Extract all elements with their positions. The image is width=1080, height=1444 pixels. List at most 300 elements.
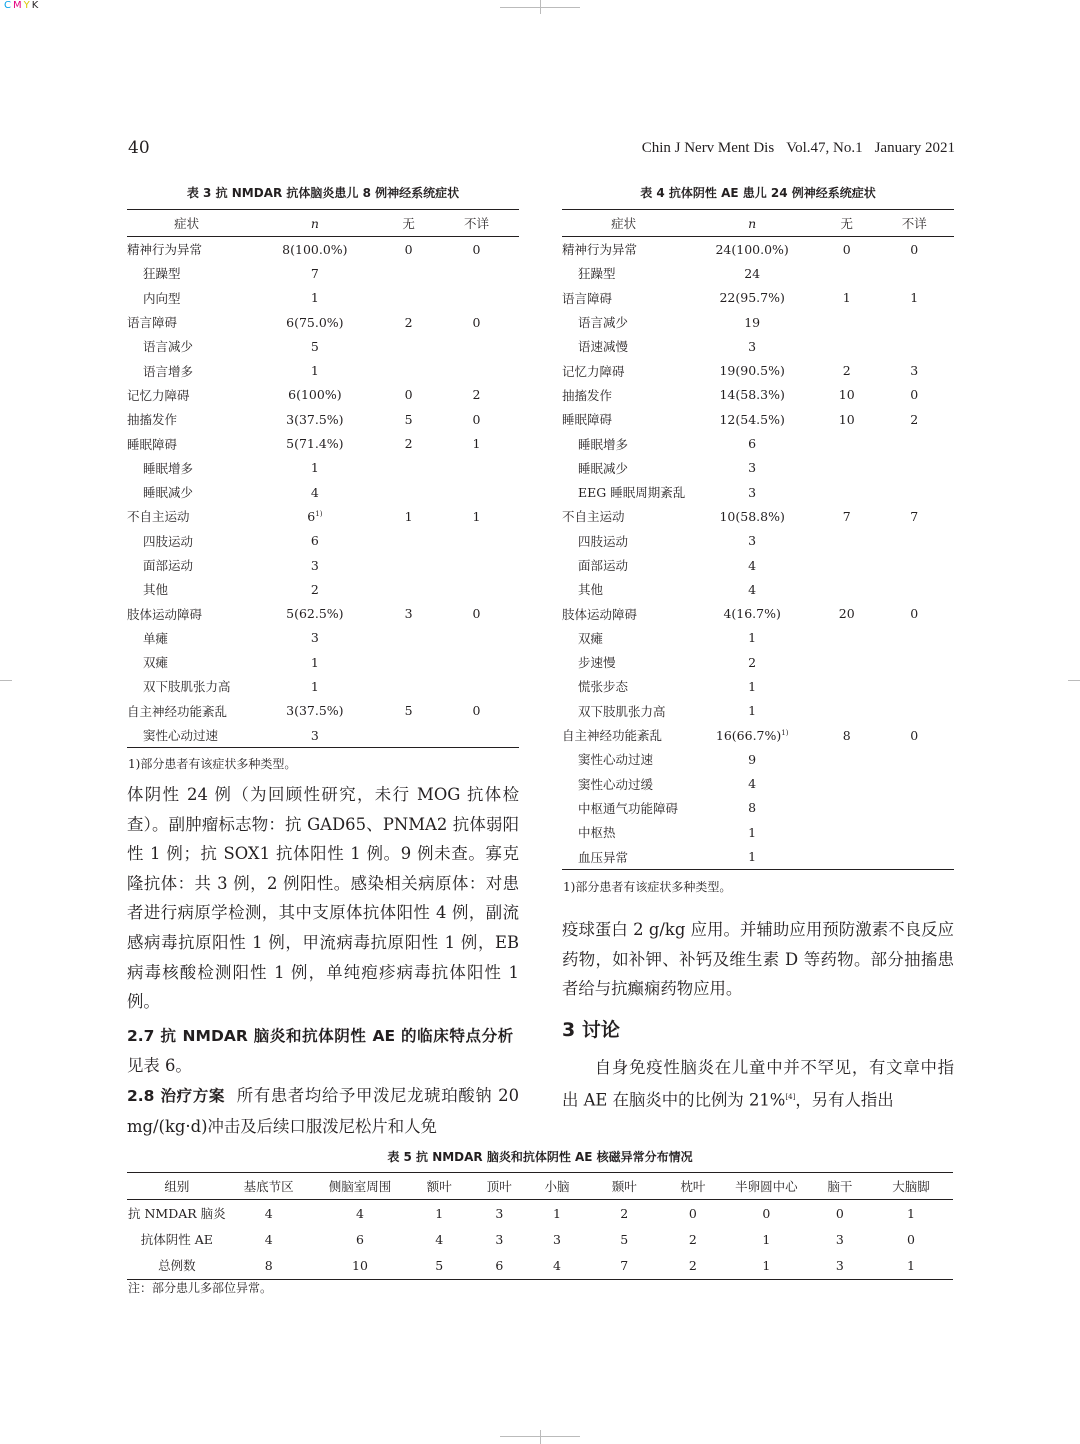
symptom-cell [127,601,246,625]
unknown-cell [434,504,519,528]
symptom-cell [562,601,685,625]
value-cell: 7 [585,1252,664,1279]
count-cell [246,504,383,528]
unknown-cell-text: 1 [910,290,919,306]
table-row [562,772,954,796]
count-cell [685,407,819,431]
none-cell-text: 1 [842,290,851,306]
symptom-cell [562,796,685,820]
table-row [562,261,954,285]
symptom-cell [127,456,246,480]
symptom-cell-text: 精神行为异常 [127,242,203,258]
count-cell-text: 4 [748,557,757,573]
symptom-cell-text: 抽搐发作 [562,387,613,403]
none-cell [383,674,434,698]
count-cell [246,310,383,334]
count-cell [685,772,819,796]
symptom-cell-text: 记忆力障碍 [562,363,625,379]
count-cell-text: 1 [310,460,319,476]
col-header: n [685,210,819,237]
unknown-cell [874,820,954,844]
unknown-cell [874,261,954,285]
symptom-cell [127,480,246,504]
unknown-cell [874,334,954,358]
unknown-cell-text: 7 [910,508,919,524]
none-cell [819,699,874,723]
table-row [562,358,954,382]
value-cell: 4 [264,1205,273,1221]
none-cell [819,334,874,358]
count-cell [246,358,383,382]
count-cell-text: 8(100.0%) [282,241,348,257]
none-cell [819,431,874,455]
none-cell [819,747,874,771]
count-cell [246,553,383,577]
table-row [127,407,519,431]
value-cell: 1 [906,1205,915,1221]
symptom-cell [562,650,685,674]
none-cell-text: 0 [842,241,851,257]
none-cell [819,286,874,310]
count-cell-text: 4 [748,776,757,792]
none-cell [383,480,434,504]
value-cell: 0 [835,1205,844,1221]
unknown-cell-text: 1 [472,508,481,524]
section-heading: 2.8 治疗方案 [127,1086,226,1105]
symptom-cell-text: 双下肢肌张力高 [578,703,666,719]
value-cell: 4 [264,1231,273,1247]
table-row [127,1252,953,1279]
symptom-cell-text: 窦性心动过速 [578,752,654,768]
count-cell-text: 4(16.7%) [723,606,781,622]
count-cell [246,407,383,431]
symptom-cell [127,237,246,262]
unknown-cell [434,456,519,480]
unknown-cell [434,237,519,262]
unknown-cell [874,553,954,577]
value-cell: 6 [355,1231,364,1247]
table-row [562,650,954,674]
none-cell [383,650,434,674]
none-cell-text: 5 [404,703,413,719]
count-cell-text: 1 [310,363,319,379]
count-cell-text: 5(62.5%) [286,606,344,622]
unknown-cell-text: 3 [910,363,919,379]
symptom-cell-text: 睡眠障碍 [127,436,178,452]
value-cell: 8 [227,1252,311,1279]
unknown-cell [874,310,954,334]
value-cell: 2 [620,1205,629,1221]
symptom-cell [127,431,246,455]
symptom-cell [562,674,685,698]
count-cell [685,796,819,820]
table-row [562,796,954,820]
count-cell [246,431,383,455]
symptom-cell [562,723,685,747]
symptom-cell-text: EEG 睡眠周期紊乱 [578,485,686,501]
unknown-cell [874,796,954,820]
value-cell: 4 [355,1205,364,1221]
unknown-cell [874,674,954,698]
unknown-cell [874,431,954,455]
symptom-cell [127,310,246,334]
unknown-cell-text: 0 [472,411,481,427]
count-cell [246,480,383,504]
table-row [127,310,519,334]
symptom-cell [562,772,685,796]
symptom-cell [562,334,685,358]
none-cell [383,431,434,455]
table-row [127,480,519,504]
value-cell: 1 [552,1205,561,1221]
none-cell [819,504,874,528]
table-row [127,431,519,455]
count-cell-text: 3 [310,557,319,573]
unknown-cell [874,747,954,771]
unknown-cell [434,383,519,407]
table-row [562,553,954,577]
unknown-cell-text: 0 [472,314,481,330]
symptom-cell-text: 自主神经功能紊乱 [562,728,663,744]
table4-footnote: 1)部分患者有该症状多种类型。 [563,880,732,894]
unknown-cell [874,699,954,723]
none-cell [383,553,434,577]
unknown-cell [874,650,954,674]
unknown-cell [434,286,519,310]
count-cell-text: 2 [310,581,319,597]
col-header: 额叶 [409,1173,469,1200]
none-cell [819,358,874,382]
symptom-cell-text: 不自主运动 [562,509,625,525]
count-cell [685,674,819,698]
unknown-cell [874,844,954,869]
none-cell [819,456,874,480]
count-cell-text: 3 [310,727,319,743]
symptom-cell-text: 语言障碍 [562,290,613,306]
paragraph: 体阴性 24 例（为回顾性研究，未行 MOG 抗体检查）。副肿瘤标志物：抗 GAD65、PNMA2 抗体弱阳性 1 例；抗 SOX1 抗体阳性 1 例。9 例未查。寡克隆抗体：共 3 例，2 例阳性。感染相关病原体：对患者进行病原学检测，其中支原体抗体阳性 4 例，副流感病毒抗原阳性 1 例，甲流病毒抗原阳性 1 例，EB 病毒核酸检测阳性 1 例，单纯疱疹病毒抗体阳性 1 例。 [127,785,519,1012]
unknown-cell [434,261,519,285]
symptom-cell-text: 中枢通气功能障碍 [578,800,679,816]
symptom-cell [562,820,685,844]
none-cell [383,577,434,601]
count-cell-text: 4 [748,581,757,597]
section-2-7 [127,1021,519,1081]
col-header: 组别 [127,1173,227,1200]
none-cell-text: 2 [404,314,413,330]
unknown-cell-text: 0 [472,606,481,622]
symptom-cell-text: 语言障碍 [127,315,178,331]
symptom-cell [127,553,246,577]
table-row [562,383,954,407]
count-cell [685,334,819,358]
symptom-cell-text: 步速慢 [578,655,616,671]
table-row [562,286,954,310]
unknown-cell-text: 0 [472,241,481,257]
none-cell [819,383,874,407]
count-cell [685,601,819,625]
count-cell [685,286,819,310]
footnote-marker: 1) [781,728,789,737]
symptom-cell-text: 狂躁型 [578,266,616,282]
unknown-cell [874,577,954,601]
symptom-cell [127,650,246,674]
count-cell [685,504,819,528]
count-cell-text: 1 [310,678,319,694]
none-cell [819,577,874,601]
unknown-cell-text: 1 [472,436,481,452]
count-cell [685,383,819,407]
none-cell [819,601,874,625]
symptom-cell-text: 语速减慢 [578,339,629,355]
paragraph: 疫球蛋白 2 g/kg 应用。并辅助应用预防激素不良反应药物，如补钾、补钙及维生素 D 等药物。部分抽搐患者给与抗癫痫药物应用。 [562,920,954,999]
unknown-cell [874,529,954,553]
unknown-cell [434,480,519,504]
unknown-cell [874,237,954,262]
none-cell [383,699,434,723]
table-row [127,529,519,553]
symptom-cell-text: 面部运动 [143,558,194,573]
symptom-cell [562,358,685,382]
value-cell: 0 [906,1231,915,1247]
col-header: 基底节区 [227,1173,311,1200]
symptom-cell [562,504,685,528]
count-cell-text: 22(95.7%) [719,290,785,306]
unknown-cell [434,358,519,382]
count-cell-text: 19 [744,314,761,330]
table-row [127,699,519,723]
text: ，另有人指出 [795,1090,894,1110]
table-row [127,358,519,382]
symptom-cell-text: 四肢运动 [143,533,194,549]
unknown-cell [434,553,519,577]
symptom-cell-text: 肢体运动障碍 [562,606,638,622]
left-body-text [127,780,519,1141]
cmyk-y: Y [23,0,32,11]
count-cell-text: 4 [310,484,319,500]
count-cell-text: 7 [310,265,319,281]
symptom-cell-text: 自主神经功能紊乱 [127,703,228,719]
table-row [127,1226,953,1252]
crop-mark [0,680,12,681]
table-row [562,601,954,625]
count-cell [246,723,383,748]
unknown-cell-text: 0 [472,703,481,719]
table-row [562,529,954,553]
count-cell-text: 3 [748,460,757,476]
none-cell [819,626,874,650]
symptom-cell-text: 睡眠减少 [143,485,194,501]
footnote-marker: 1) [315,509,323,518]
count-cell-text: 3 [310,630,319,646]
count-cell-text: 1 [310,654,319,670]
section-2-8 [127,1081,519,1141]
value-cell: 1 [722,1252,811,1279]
unknown-cell [434,626,519,650]
value-cell: 3 [552,1231,561,1247]
unknown-cell-text: 0 [910,387,919,403]
section-text: 所有患者均给予甲泼尼龙琥珀酸钠 20 mg/(kg·d)冲击及后续口服泼尼松片和人免 [127,1085,520,1136]
count-cell [685,747,819,771]
table-row [127,334,519,358]
value-cell: 4 [529,1252,584,1279]
symptom-cell [562,844,685,869]
section-3-heading: 3 讨论 [562,1019,620,1041]
count-cell-text: 24(100.0%) [715,241,789,257]
count-cell-text: 6 [310,533,319,549]
none-cell [819,796,874,820]
symptom-cell [127,504,246,528]
count-cell [685,310,819,334]
none-cell-text: 10 [838,387,855,403]
count-cell [685,626,819,650]
unknown-cell [874,504,954,528]
journal-header [630,140,955,157]
table5 [127,1172,953,1280]
table3 [127,209,519,748]
unknown-cell [434,601,519,625]
none-cell [383,237,434,262]
count-cell-text: 2 [748,654,757,670]
journal-date: January 2021 [874,140,955,156]
count-cell [685,529,819,553]
table-row [127,286,519,310]
none-cell [819,844,874,869]
symptom-cell-text: 单瘫 [143,630,169,646]
value-cell: 0 [688,1205,697,1221]
symptom-cell [562,383,685,407]
group-cell: 抗 NMDAR 脑炎 [128,1206,226,1222]
count-cell [246,286,383,310]
table-row [562,747,954,771]
none-cell [383,383,434,407]
count-cell-text: 14(58.3%) [719,387,785,403]
unknown-cell-text: 2 [910,411,919,427]
none-cell [819,723,874,747]
table-row [562,310,954,334]
symptom-cell [127,674,246,698]
table5-footnote: 注：部分患儿多部位异常。 [128,1281,273,1295]
symptom-cell [562,577,685,601]
value-cell: 6 [469,1252,529,1279]
unknown-cell [874,383,954,407]
unknown-cell [434,310,519,334]
col-header: 不详 [434,210,519,237]
none-cell [383,723,434,748]
col-header: n [246,210,383,237]
count-cell-text: 1 [310,290,319,306]
symptom-cell-text: 肢体运动障碍 [127,606,203,622]
col-header: 症状 [127,210,246,237]
count-cell-text: 5 [310,338,319,354]
table-row [127,261,519,285]
count-cell-text: 3 [748,484,757,500]
cmyk-c: C [4,0,13,11]
none-cell [383,407,434,431]
symptom-cell [127,261,246,285]
col-header: 小脑 [529,1173,584,1200]
value-cell: 10 [311,1252,410,1279]
text: 自身免疫性脑炎在儿童中并不罕见，有文章中指出 AE 在脑炎中的比例为 21% [562,1058,954,1110]
count-cell [685,431,819,455]
right-body-text [562,915,954,1004]
table-row [127,383,519,407]
table-row [127,723,519,748]
unknown-cell [434,674,519,698]
symptom-cell-text: 双瘫 [578,630,604,646]
unknown-cell [434,431,519,455]
count-cell-text: 19(90.5%) [719,363,785,379]
symptom-cell-text: 中枢热 [578,825,616,841]
table-row [127,553,519,577]
none-cell [383,626,434,650]
count-cell [246,383,383,407]
count-cell [246,577,383,601]
none-cell [819,261,874,285]
value-cell: 1 [869,1252,953,1279]
col-header: 侧脑室周围 [311,1173,410,1200]
none-cell-text: 3 [404,606,413,622]
none-cell [383,601,434,625]
none-cell [383,358,434,382]
symptom-cell [127,334,246,358]
table-row [562,844,954,869]
count-cell-text: 3(37.5%) [286,703,344,719]
unknown-cell [434,577,519,601]
cmyk-m: M [12,0,24,11]
value-cell: 0 [762,1205,771,1221]
citation-ref: [4] [785,1092,796,1101]
discussion-text [562,1053,954,1115]
count-cell [685,358,819,382]
count-cell [246,699,383,723]
symptom-cell [562,456,685,480]
count-cell [246,456,383,480]
table-row [127,504,519,528]
table4-caption: 表 4 抗体阴性 AE 患儿 24 例神经系统症状 [640,186,876,200]
none-cell [383,334,434,358]
table-row [562,480,954,504]
symptom-cell-text: 狂躁型 [143,266,181,282]
count-cell [246,334,383,358]
unknown-cell-text: 0 [910,606,919,622]
value-cell: 5 [409,1252,469,1279]
count-cell [246,261,383,285]
symptom-cell-text: 睡眠减少 [578,460,629,476]
table-row [127,1200,953,1227]
unknown-cell [434,529,519,553]
symptom-cell-text: 语言增多 [143,363,194,379]
unknown-cell [874,723,954,747]
col-header: 顶叶 [469,1173,529,1200]
symptom-cell [127,286,246,310]
count-cell-text: 12(54.5%) [719,411,785,427]
count-cell-text: 6(75.0%) [286,314,344,330]
none-cell [383,529,434,553]
none-cell-text: 7 [842,508,851,524]
count-cell-text: 8 [748,800,757,816]
symptom-cell [127,358,246,382]
symptom-cell-text: 抽搐发作 [127,412,178,428]
table-row [562,456,954,480]
col-header: 大脑脚 [869,1173,953,1200]
symptom-cell [127,383,246,407]
col-header: 不详 [874,210,954,237]
count-cell [685,577,819,601]
unknown-cell [874,358,954,382]
none-cell [383,286,434,310]
count-cell [685,820,819,844]
symptom-cell [562,237,685,262]
